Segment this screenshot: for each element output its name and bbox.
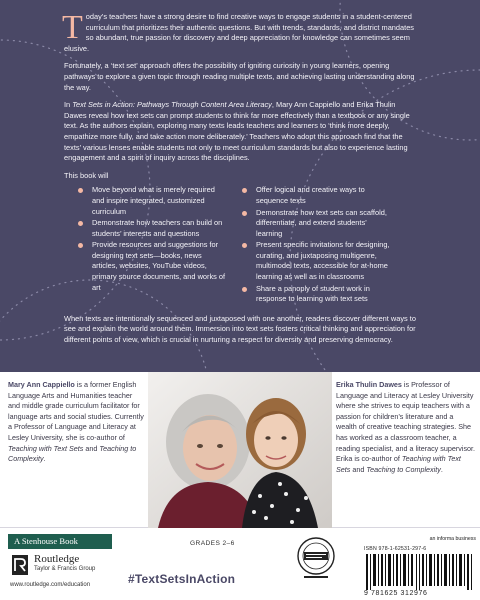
author-section [0,372,480,528]
routledge-subtitle: Taylor & Francis Group [34,566,96,572]
closing-paragraph: When texts are intentionally sequenced and juxtaposed with one another, readers discover different ways to see and explain the world around them. Immersion into text sets fosters critical thinking and appreciation for different points of view, which is crucial in nurturing a respect for diversity and preserving democracy. [64,313,416,345]
carbon-neutral-seal-icon [296,536,336,582]
grade-range: GRADES 2–6 [190,540,235,547]
publisher-footer [0,528,480,600]
list-intro: This book will [64,170,109,180]
routledge-name: Routledge [34,553,80,565]
book-title: Text Sets in Action: Pathways Through Content Area Literacy [72,100,272,110]
intro-paragraph: Today’s teachers have a strong desire to find creative ways to engage students in a student-centered curriculum that prioritizes their authentic questions. But with trends, standards, and district mandates so abundant, true passion for discovery and deep appreciation for knowledge can sometimes seem elusive. [62,9,415,53]
author-name: Mary Ann Cappiello [8,380,75,389]
drop-cap: T [62,9,83,46]
list-item: Offer logical and creative ways to sequence texts [242,185,392,206]
author-name: Erika Thulin Dawes [336,380,402,389]
list-item: Move beyond what is merely required and inspire integrated, customized curriculum [78,185,228,217]
bullet-dot-icon [78,188,83,193]
feature-list-left [78,185,228,306]
hashtag: #TextSetsInAction [128,572,236,586]
feature-list-right [242,185,392,306]
barcode-number: 9 781625 312976 [364,590,428,597]
bullet-dot-icon [78,221,83,226]
publisher-url: www.routledge.com/education [10,582,91,588]
bullet-dot-icon [242,287,247,292]
list-item: Share a panoply of student work in response to learning with text sets [242,284,392,305]
barcode-area [364,536,476,598]
stenhouse-badge: A Stenhouse Book [8,534,112,549]
bullet-dot-icon [78,243,83,248]
text-set-paragraph: Fortunately, a ‘text set’ approach offers the possibility of igniting curiosity in young learners, opening pathways to explore a given topic through reading multiple texts, and achieving lasting understanding along the way. [64,61,415,92]
feature-list [64,185,420,306]
list-item: Provide resources and suggestions for designing text sets—books, news articles, websites, YouTube videos, primary source documents, and works of art [78,240,228,293]
bullet-dot-icon [242,188,247,193]
author-bio-dawes: Erika Thulin Dawes is Professor of Language and Literacy at Lesley University where she strives to equip teachers with a passion for children’s literature and a wealth of creative teaching strategies. She has worked as a classroom teacher, a reading specialist, and a literacy supervisor. Erika is co-author of Teaching with Text Sets and Teaching to Complexity. [336,380,476,474]
author-bio-cappiello: Mary Ann Cappiello is a former English Language Arts and Humanities teacher and middle grade curriculum facilitator for language arts and social studies. Currently a Professor of Language and Literacy at Lesley University, she is co-author of Teaching with Text Sets and Teaching to Complexity. [8,380,144,464]
book-summary-paragraph: In Text Sets in Action: Pathways Through Content Area Literacy, Mary Ann Cappiello and Erika Thulin Dawes reveal how text sets can prompt students to think far more effectively than a textbook or any single text. As the authors explain, exploring many texts leads teachers and learners to ‘think more deeply, empathize more fully, and take action more deliberately.’ Teachers who adopt this approach find that the texts’ various lenses enable students not only to meet curriculum standards but also to experience lasting engagement and a spirit of inquiry across the disciplines. [64,100,410,163]
list-item: Present specific invitations for designing, curating, and juxtaposing multigenre, multimodel texts, accessible for at-home learning as well as in classrooms [242,240,392,282]
isbn: ISBN 978-1-62531-297-6 [364,546,427,552]
informa-tagline: an informa business [429,536,476,542]
bullet-dot-icon [242,211,247,216]
description-text [62,9,420,353]
bullet-dot-icon [242,243,247,248]
author-photo [148,372,332,528]
list-item: Demonstrate how teachers can build on students’ interests and questions [78,218,228,239]
list-item: Demonstrate how text sets can scaffold, differentiate, and extend students’ learning [242,208,392,240]
routledge-logo-icon [12,555,28,575]
barcode-icon [366,554,474,590]
